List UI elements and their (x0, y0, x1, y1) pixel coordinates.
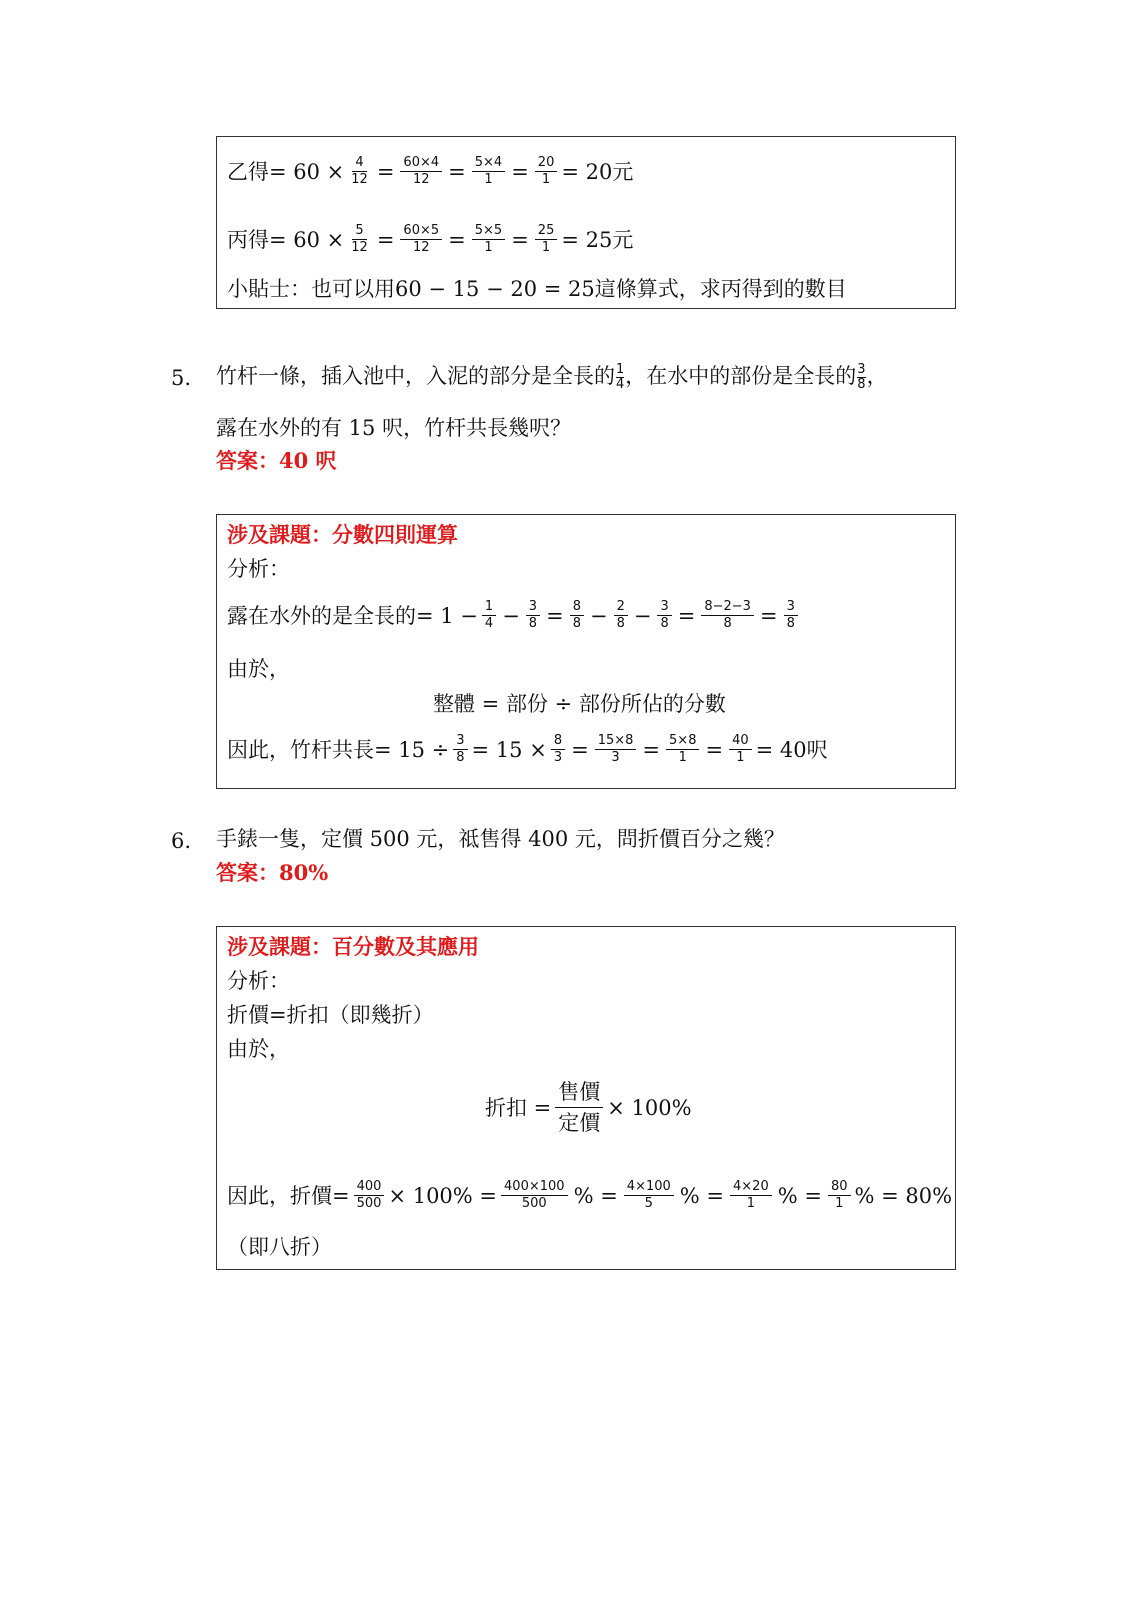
question-number: 6. (171, 829, 192, 853)
fraction: $\frac{3}{8}$ (526, 599, 540, 632)
fraction: $\frac{25}{1}$ (535, 223, 558, 256)
fraction: $\frac{1}{4}$ (482, 599, 496, 632)
fraction: $\frac{5\times 8}{1}$ (666, 733, 699, 766)
fraction: $\frac{4\times 20}{1}$ (730, 1179, 772, 1212)
fraction: $\frac{400\times 100}{500}$ (501, 1179, 568, 1212)
answer-q6: 答案：80% (216, 860, 329, 885)
fraction: $\frac{8-2-3}{8}$ (701, 599, 754, 632)
fraction: $\frac{3}{8}$ (784, 599, 798, 632)
fraction: $\frac{8}{3}$ (551, 733, 565, 766)
total-length-equation: 因此，竹杆共長= 15 ÷ $\frac{3}{8}$ = 15 × $\frac{8}{3}$ = $\frac{15\times 8}{3}$ = $\frac{5\times 8}{1}$ = $\frac{40}{1}$ = 40呎 (227, 733, 828, 765)
analysis-label: 分析： (227, 557, 290, 581)
fraction: $\frac{60\times 5}{12}$ (400, 223, 442, 256)
fraction: $\frac{80}{1}$ (828, 1179, 851, 1212)
whole-formula: 整體 = 部份 ÷ 部份所佔的分數 (433, 692, 726, 716)
equation-result: = 20元 (561, 159, 634, 184)
since-label: 由於， (227, 657, 290, 681)
topic-heading: 涉及課題：分數四則運算 (227, 522, 458, 547)
analysis-label: 分析： (227, 969, 290, 993)
fraction: $\frac{5\times 5}{1}$ (472, 223, 505, 256)
question-number: 5. (171, 366, 192, 390)
fraction: $\frac{3}{8}$ (657, 599, 671, 632)
topic-heading: 涉及課題：百分數及其應用 (227, 934, 479, 959)
solution-box-q6 (216, 926, 956, 1270)
fraction: $\frac{2}{8}$ (614, 599, 628, 632)
discount-equation: 因此，折價= $\frac{400}{500}$ × 100% = $\frac{400\times 100}{500}$ % = $\frac{4\times 100}{5}$ % = $\frac{4\times 20}{1}$ % = $\frac{80}{1}$ % = 80% (227, 1179, 953, 1211)
answer-q5: 答案：40 呎 (216, 448, 337, 473)
fraction: $\frac{5}{12}$ (351, 223, 368, 255)
equation-prefix: 乙得= 60 × (227, 159, 345, 184)
solution-box-q5 (216, 514, 956, 789)
note-text: （即八折） (227, 1235, 332, 1259)
since-label: 由於， (227, 1037, 290, 1061)
definition-text: 折價=折扣（即幾折） (227, 1003, 434, 1027)
question-5-line-2: 露在水外的有 15 呎，竹杆共長幾呎？ (216, 416, 572, 440)
fraction: $\frac{5\times 4}{1}$ (472, 155, 505, 188)
fraction: $\frac{15\times 8}{3}$ (595, 733, 637, 766)
water-part-equation: 露在水外的是全長的= 1 − $\frac{1}{4}$ − $\frac{3}{8}$ = $\frac{8}{8}$ − $\frac{2}{8}$ − $\frac{3}{8}$ = $\frac{8-2-3}{8}$ = $\frac{3}{8}$ (227, 599, 802, 632)
fraction: $\frac{3}{8}$ (857, 362, 866, 392)
fraction: $\frac{1}{4}$ (616, 362, 625, 392)
bing-share-equation: 丙得= 60 × $\frac{5}{12}$ = $\frac{60\times 5}{12}$ = $\frac{5\times 5}{1}$ = $\frac{25}{1}$ = 25元 (227, 223, 634, 255)
fraction: $\frac{4\times 100}{5}$ (624, 1179, 674, 1212)
solution-box-q4 (216, 136, 956, 309)
fraction: $\frac{8}{8}$ (570, 599, 584, 632)
fraction: $\frac{20}{1}$ (535, 155, 558, 188)
fraction: $\frac{400}{500}$ (354, 1179, 385, 1212)
equation-prefix: 丙得= 60 × (227, 227, 345, 252)
fraction: $\frac{3}{8}$ (453, 733, 467, 766)
fraction: $\frac{4}{12}$ (351, 155, 368, 187)
yi-share-equation: 乙得= 60 × $\frac{4}{12}$ = $\frac{60\times 4}{12}$ = $\frac{5\times 4}{1}$ = $\frac{20}{1}$ = 20元 (227, 155, 634, 187)
fraction: $\frac{\text{售價}}{\text{定價}}$ (555, 1077, 603, 1138)
fraction: $\frac{60\times 4}{12}$ (400, 155, 442, 188)
question-5-line-1: 竹杆一條，插入池中，入泥的部分是全長的 $\frac{1}{4}$ ，在水中的部份是全長的 $\frac{3}{8}$ ， (216, 362, 888, 392)
equation-result: = 25元 (561, 227, 634, 252)
question-6-text: 手錶一隻，定價 500 元，祗售得 400 元，問折價百分之幾？ (216, 827, 785, 851)
fraction: $\frac{40}{1}$ (729, 733, 752, 766)
discount-formula: 折扣 = $\frac{\text{售價}}{\text{定價}}$ × 100% (485, 1077, 692, 1138)
tip-text: 小貼士：也可以用60 − 15 − 20 = 25這條算式，求丙得到的數目 (227, 277, 847, 301)
